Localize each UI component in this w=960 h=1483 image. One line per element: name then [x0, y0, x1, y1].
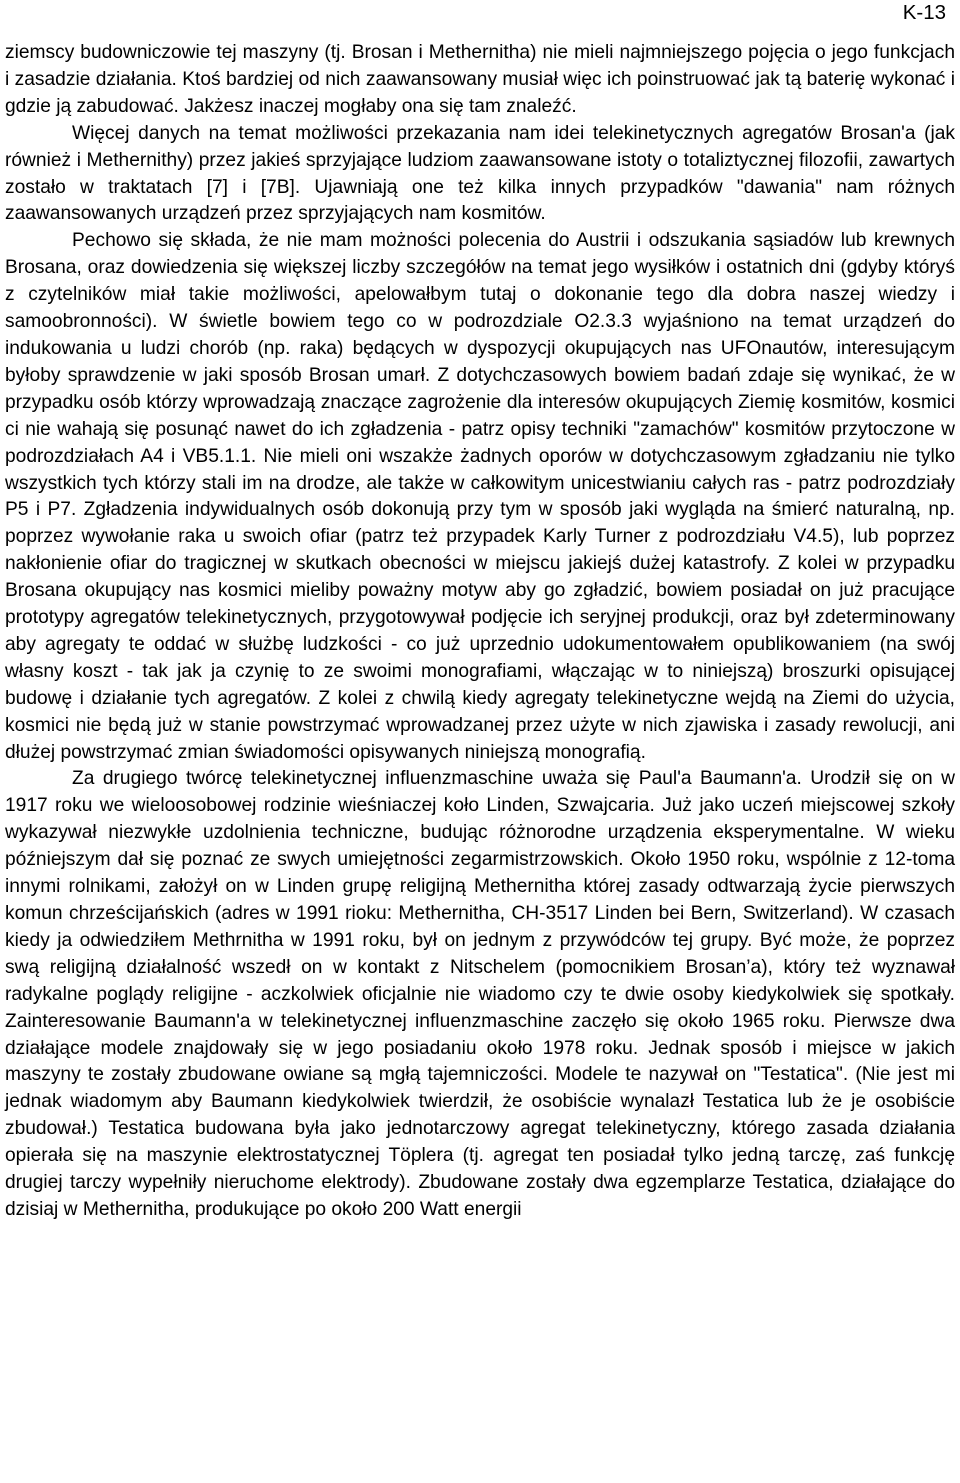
paragraph-baumann: Za drugiego twórcę telekinetycznej influenzmaschine uważa się Paul'a Baumann'a. Urodził się on w 1917 roku we wieloosobowej rodzinie wieśniaczej koło Linden, Szwajcaria. Już jako uczeń miejscowej szkoły wykazywał niezwykłe uzdolnienia techniczne, budując różnorodne urządzenia eksperymentalne. W wieku późniejszym dał się poznać ze swych umiejętności zegarmistrzowskich. Około 1950 roku, wspólnie z 12-toma innymi rolnikami, założył on w Linden grupę religijną Methernitha której zasady odtwarzają życie pierwszych komun chrześcijańskich (adres w 1991 rioku: Methernitha, CH-3517 Linden bei Bern, Switzerland). W czasach kiedy ja odwiedziłem Methrnitha w 1991 roku, był on jednym z przywódców tej grupy. Być może, że poprzez swą religijną działalność wszedł on w kontakt z Nitschelem (pomocnikiem Brosan’a), który też wyznawał radykalne poglądy religijne - aczkolwiek oficjalnie nie wiadomo czy te dwie osoby kiedykolwiek się spotkały. Zainteresowanie Baumann'a w telekinetycznej influenzmaschine zaczęło się około 1965 roku. Pierwsze dwa działające modele znajdowały się w jego posiadaniu około 1978 roku. Jednak sposób i miejsce w jakich maszyny te zostały zbudowane owiane są mgłą tajemniczości. Modele te nazywał on "Testatica". (Nie jest mi jednak wiadomym aby Baumann kiedykolwiek twierdził, że osobiście wynalazł Testatica lub że je osobiście zbudował.) Testatica budowana była jako jednotarczowy agregat telekinetyczny, którego zasada działania opierała się na maszynie elektrostatycznej Töplera (tj. agregat ten posiadał tylko jedną tarczę, zaś funkcję drugiej tarczy wypełniły nieruchome elektrody). Zbudowane zostały dwa egzemplarze Testatica, działające do dzisiaj w Methernitha, produkujące po około 200 Watt energii [5, 768, 955, 1220]
document-body [5, 40, 955, 1224]
page-number: K-13 [902, 1, 946, 24]
paragraph-telekinetic-ideas: Więcej danych na temat możliwości przekazania nam idei telekinetycznych agregatów Brosan'a (jak również i Methernithy) przez jakieś sprzyjające ludziom zaawansowane istoty o totaliztycznej filozofii, zawartych zostało w traktatach [7] i [7B]. Ujawniają one też kilka innych przypadków "dawania" nam różnych zaawansowanych urządzeń przez sprzyjających nam kosmitów. [5, 122, 955, 225]
paragraph-brosan-fate: Pechowo się składa, że nie mam możności polecenia do Austrii i odszukania sąsiadów lub krewnych Brosana, oraz dowiedzenia się większej liczby szczegółów na temat jego wysiłków i ostatnich dni (gdyby któryś z czytelników miał takie możliwości, apelowałbym tutaj o dokonanie tego dla dobra naszej wiedzy i samoobronności). W świetle bowiem tego co w podrozdziale O2.3.3 wyjaśniono na temat urządzeń do indukowania u ludzi chorób (np. raka) będących w dyspozycji okupujących nas UFOnautów, interesującym byłoby sprawdzenie w jaki sposób Brosan umarł. Z dotychczasowych bowiem badań zdaje się wynikać, że w przypadku osób którzy wprowadzają znaczące zagrożenie dla interesów okupujących Ziemię kosmitów, kosmici ci nie wahają się posunąć nawet do ich zgładzenia - patrz opisy techniki "zamachów" kosmitów przytoczone w podrozdziałach A4 i VB5.1.1. Nie mieli oni wszakże żadnych oporów w dotychczasowym zgładzaniu nie tylko wszystkich tych którzy stali im na drodze, ale także w całkowitym unicestwianiu całych ras - patrz podrozdziały P5 i P7. Zgładzenia indywidualnych osób dokonują przy tym w sposób jaki wygląda na śmierć naturalną, np. poprzez wywołanie raka u swoich ofiar (patrz też przypadek Karly Turner z podrozdziału V4.5), lub poprzez nakłonienie ofiar do tragicznej w skutkach obecności w miejscu jakiejś dużej katastrofy. Z kolei w przypadku Brosana okupujący nas kosmici mieliby poważny motyw aby go zgładzić, bowiem posiadał on już pracujące prototypy agregatów telekinetycznych, przygotowywał podjęcie ich seryjnej produkcji, oraz był zdeterminowany aby agregaty te oddać w służbę ludzkości - co już uprzednio udokumentowałem opublikowaniem (na swój własny koszt - tak jak ja czynię to ze swoimi monografiami, włączając w to niniejszą) broszurki opisującej budowę i działanie tych agregatów. Z kolei z chwilą kiedy agregaty telekinetyczne wejdą na Ziemi do użycia, kosmici nie będą już w stanie powstrzymać wprowadzanej przez użyte w nich zjawiska i zasady rewolucji, ani dłużej powstrzymać zmian świadomości opisywanych niniejszą monografią. [5, 230, 955, 763]
paragraph-continuation: ziemscy budowniczowie tej maszyny (tj. Brosan i Methernitha) nie mieli najmniejszego pojęcia o jego funkcjach i zasadzie działania. Ktoś bardziej od nich zaawansowany musiał więc ich poinstruować jak tą baterię wykonać i gdzie ją zabudować. Jakżesz inaczej mogłaby ona się tam znaleźć. [5, 42, 955, 117]
